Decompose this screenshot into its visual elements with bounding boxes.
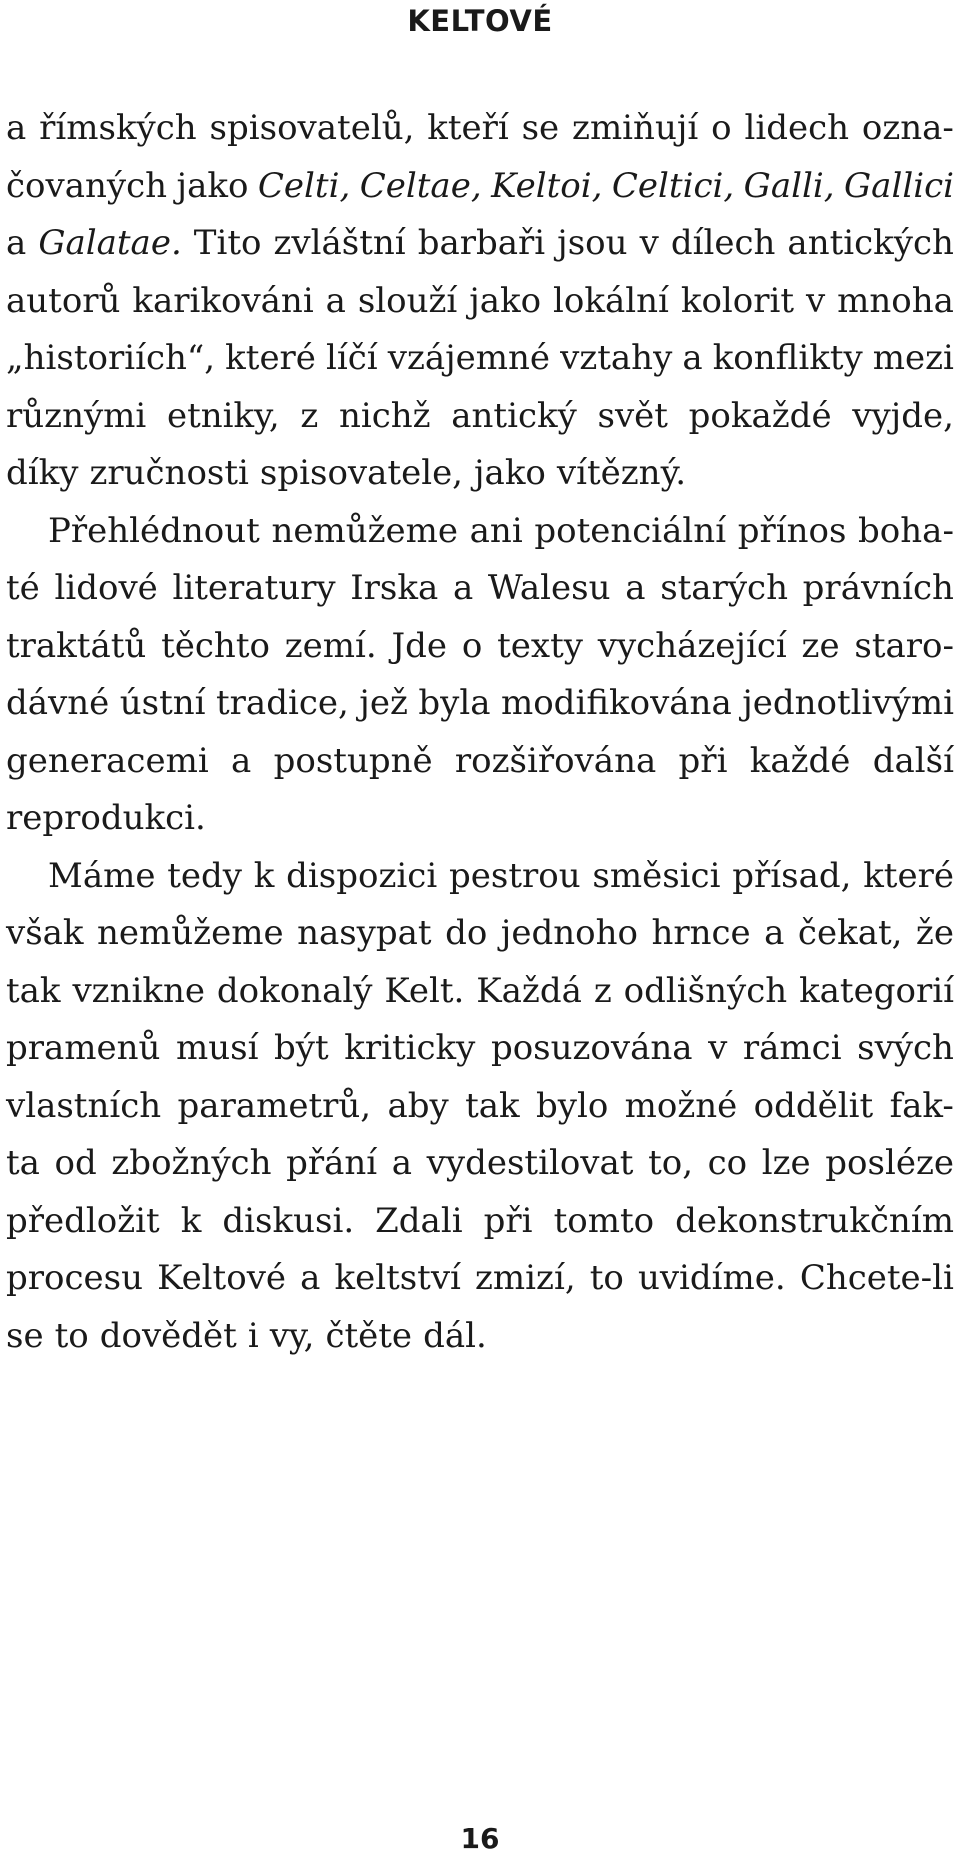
word: Galatae.: [38, 223, 182, 263]
word: o: [711, 108, 732, 148]
text-line: [6, 733, 954, 791]
word: líčí: [326, 338, 378, 378]
word: kteří: [427, 108, 509, 148]
word: té: [6, 568, 40, 608]
word: antický: [451, 395, 577, 436]
word: dekonstrukčním: [675, 1200, 954, 1241]
word: být: [274, 1028, 329, 1068]
word: vlastních: [6, 1085, 162, 1126]
word: při: [483, 1200, 533, 1241]
word: slouží: [357, 280, 458, 321]
word: to,: [648, 1143, 694, 1183]
word: ani: [469, 510, 523, 551]
word: k: [253, 855, 275, 896]
word: jako: [474, 453, 546, 493]
text-line: [6, 503, 954, 561]
word: posuzována: [490, 1028, 693, 1068]
word: etniky,: [166, 395, 280, 436]
word: Jde: [391, 625, 448, 666]
word: staro-: [854, 625, 954, 666]
text-line: [6, 330, 954, 388]
word: k: [180, 1200, 202, 1241]
word: čtěte: [325, 1315, 413, 1356]
word: musí: [176, 1028, 259, 1068]
word: kategorií: [799, 970, 954, 1011]
word: procesu: [6, 1258, 143, 1298]
word: vznikne: [72, 970, 205, 1011]
word: Chcete-li: [799, 1258, 954, 1298]
word: konflikty: [712, 338, 863, 378]
word: vy,: [269, 1315, 315, 1356]
word: a: [325, 280, 346, 321]
word: však: [6, 913, 84, 953]
word: diskusi.: [222, 1200, 355, 1241]
word: Keltové: [157, 1258, 287, 1298]
word: jsou: [557, 223, 628, 263]
word: bylo: [535, 1085, 609, 1126]
word: tak: [465, 1085, 520, 1126]
word: jako: [176, 165, 249, 206]
word: přínos: [737, 510, 847, 551]
word: vydestilovat: [426, 1143, 634, 1183]
word: starých: [660, 568, 788, 608]
text-line: [6, 1193, 954, 1251]
text-line: [6, 1135, 954, 1193]
word: Galli,: [743, 165, 835, 206]
word: z: [300, 395, 319, 436]
word: římských: [39, 108, 197, 148]
word: modifikována: [500, 683, 732, 723]
word: a: [6, 223, 27, 263]
word: od: [54, 1143, 97, 1183]
word: lidové: [54, 568, 158, 608]
word: Každá: [476, 970, 582, 1011]
word: keltství: [334, 1258, 461, 1298]
word: přísad,: [732, 855, 852, 896]
word: rámci: [742, 1028, 842, 1068]
word: a: [391, 1143, 413, 1183]
word: čekat,: [797, 913, 903, 953]
word: spisovatelů,: [209, 108, 415, 148]
word: tedy: [167, 855, 242, 896]
word: parametrů,: [177, 1085, 372, 1126]
word: Gallici: [844, 165, 954, 206]
word: zmizí,: [475, 1258, 576, 1298]
word: svět: [597, 395, 668, 436]
word: různými: [6, 395, 147, 436]
word: zmiňují: [572, 108, 699, 148]
word: posléze: [825, 1143, 954, 1183]
word: jako: [469, 280, 542, 321]
running-head: KELTOVÉ: [407, 4, 553, 38]
word: jednotlivými: [742, 683, 954, 723]
word: do: [445, 913, 488, 953]
word: ozna-: [861, 108, 954, 148]
word: každé: [749, 740, 851, 781]
word: a: [764, 913, 785, 953]
word: Máme: [48, 855, 156, 896]
word: ústní: [119, 683, 206, 723]
word: zbožných: [111, 1143, 272, 1183]
word: rozšiřována: [454, 740, 657, 781]
word: jednoho: [500, 913, 638, 953]
text-line: [6, 905, 954, 963]
text-line: [6, 790, 954, 848]
word: lze: [761, 1143, 811, 1183]
word: reprodukci.: [6, 798, 206, 838]
word: „historiích“,: [6, 338, 216, 378]
word: další: [872, 740, 954, 781]
word: zemí.: [284, 625, 377, 666]
text-line: [6, 100, 954, 158]
text-line: [6, 963, 954, 1021]
word: se: [6, 1315, 44, 1356]
word: generacemi: [6, 740, 209, 781]
word: že: [915, 913, 954, 953]
word: antických: [787, 223, 954, 263]
text-line: [6, 618, 954, 676]
word: oddělit: [753, 1085, 874, 1126]
word: Celtici,: [611, 165, 735, 206]
page-number: 16: [460, 1822, 500, 1855]
word: se: [521, 108, 560, 148]
word: vycházející: [597, 625, 787, 666]
word: co: [707, 1143, 748, 1183]
word: hrnce: [651, 913, 751, 953]
word: vzájemné: [387, 338, 551, 378]
word: v: [805, 280, 826, 321]
word: potenciální: [534, 510, 727, 551]
word: Tito: [193, 223, 262, 263]
word: právních: [802, 568, 954, 608]
word: a: [682, 338, 703, 378]
word: a: [452, 568, 474, 608]
word: lokální: [553, 280, 669, 321]
word: nemůžeme: [271, 510, 459, 551]
word: a: [300, 1258, 321, 1298]
text-line: [6, 675, 954, 733]
word: to: [54, 1315, 89, 1356]
word: kolorit: [680, 280, 795, 321]
word: dílech: [670, 223, 776, 263]
word: spisovatele,: [259, 453, 463, 493]
word: předložit: [6, 1200, 160, 1241]
word: pokaždé: [688, 395, 832, 436]
word: v: [639, 223, 659, 263]
word: nichž: [338, 395, 431, 436]
word: možné: [624, 1085, 738, 1126]
word: Přehlédnout: [48, 510, 260, 551]
word: přání: [286, 1143, 378, 1183]
word: při: [678, 740, 728, 781]
text-line: [6, 1308, 954, 1366]
body-text: [6, 100, 954, 1365]
text-line: [6, 388, 954, 446]
word: tomto: [553, 1200, 655, 1241]
word: to: [589, 1258, 624, 1298]
word: které: [863, 855, 954, 896]
word: tradice,: [216, 683, 349, 723]
word: nasypat: [297, 913, 432, 953]
word: Celtae,: [359, 165, 482, 206]
word: odlišných: [623, 970, 788, 1011]
word: vyjde,: [852, 395, 954, 436]
word: pramenů: [6, 1028, 161, 1068]
text-line: [6, 560, 954, 618]
word: mezi: [872, 338, 954, 378]
word: a: [625, 568, 646, 608]
word: zručnosti: [89, 453, 249, 493]
text-line: [6, 215, 954, 273]
text-line: [6, 445, 954, 503]
word: barbaři: [417, 223, 546, 263]
word: kriticky: [344, 1028, 476, 1068]
word: těchto: [161, 625, 270, 666]
word: o: [461, 625, 483, 666]
word: aby: [387, 1085, 449, 1126]
word: lidech: [744, 108, 850, 148]
text-line: [6, 158, 954, 216]
word: dávné: [6, 683, 110, 723]
word: vztahy: [560, 338, 673, 378]
word: Kelt.: [384, 970, 465, 1011]
word: Celti,: [257, 165, 351, 206]
word: autorů: [6, 280, 121, 321]
word: a: [231, 740, 252, 781]
text-line: [6, 1250, 954, 1308]
word: Keltoi,: [491, 165, 603, 206]
word: dál.: [423, 1315, 487, 1356]
word: dovědět: [99, 1315, 237, 1356]
word: díky: [6, 453, 79, 493]
word: texty: [497, 625, 583, 666]
word: Zdali: [375, 1200, 463, 1241]
word: zvláštní: [273, 223, 406, 263]
word: a: [6, 108, 27, 148]
word: svých: [857, 1028, 954, 1068]
word: v: [708, 1028, 728, 1068]
text-line: [6, 1078, 954, 1136]
word: ta: [6, 1143, 40, 1183]
word: ze: [801, 625, 840, 666]
word: nemůžeme: [97, 913, 284, 953]
word: i: [247, 1315, 259, 1356]
word: byla: [418, 683, 491, 723]
word: směsici: [592, 855, 721, 896]
word: literatury: [172, 568, 336, 608]
word: z: [593, 970, 612, 1011]
text-line: [6, 848, 954, 906]
word: Irska: [350, 568, 439, 608]
word: jež: [359, 683, 408, 723]
word: které: [225, 338, 316, 378]
word: traktátů: [6, 625, 147, 666]
word: dokonalý: [216, 970, 373, 1011]
text-line: [6, 273, 954, 331]
text-line: [6, 1020, 954, 1078]
word: Walesu: [487, 568, 611, 608]
word: čovaných: [6, 165, 168, 206]
word: karikováni: [132, 280, 314, 321]
word: tak: [6, 970, 61, 1011]
word: mnoha: [837, 280, 954, 321]
word: boha-: [858, 510, 954, 551]
word: pestrou: [448, 855, 581, 896]
word: postupně: [273, 740, 433, 781]
word: dispozici: [286, 855, 438, 896]
word: uvidíme.: [637, 1258, 786, 1298]
word: fak-: [889, 1085, 954, 1126]
word: vítězný.: [556, 453, 687, 493]
